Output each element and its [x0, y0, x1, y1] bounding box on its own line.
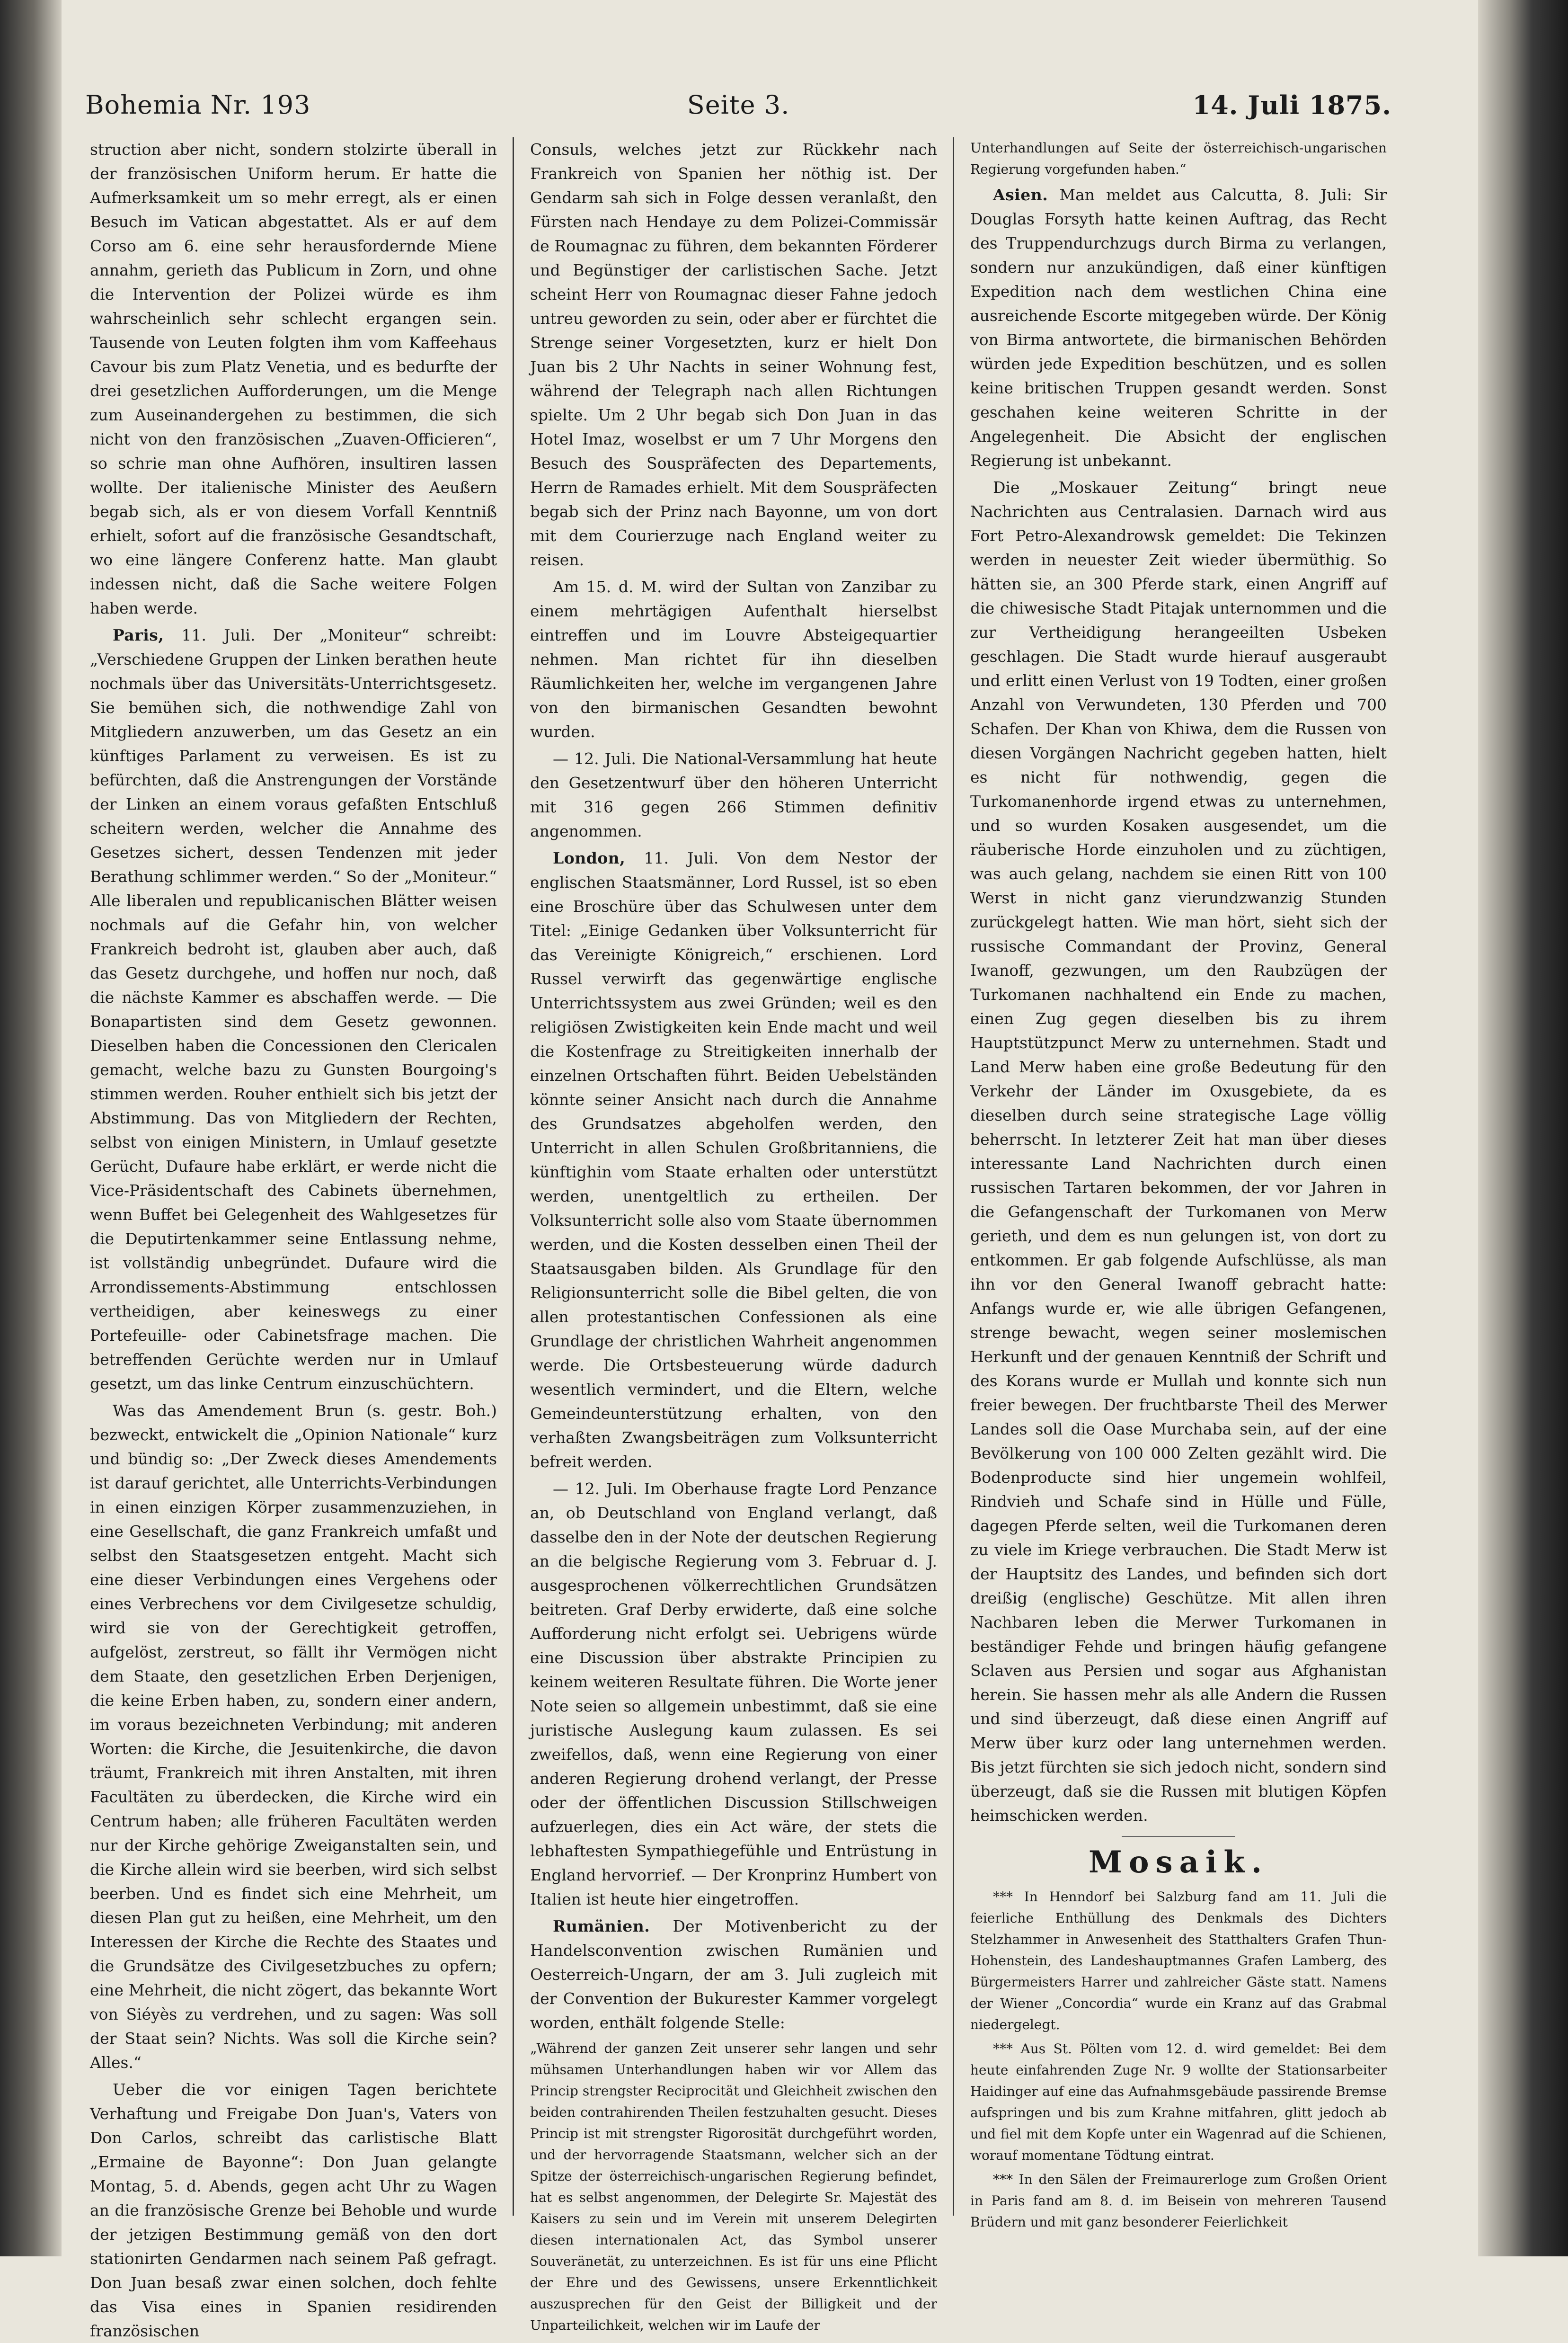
article-paragraph: struction aber nicht, sondern stolzirte überall in der französischen Uniform herum. Er hatte die Aufmerksamkeit um so mehr erregt, als er einen Besuch im Vatican abgestattet. Als er auf dem Corso am 6. eine sehr herausfordernde Miene annahm, gerieth das Publicum in Zorn, und ohne die Intervention der Polizei würde es ihm wahrscheinlich sehr schlecht ergangen sein. Tausende von Leuten folgten ihm vom Kaffeehaus Cavour bis zum Platz Venetia, und es bedurfte der drei gesetzlichen Aufforderungen, um die Menge zum Auseinandergehen zu bestimmen, die sich nicht von den französischen „Zuaven-Officieren“, so schrie man ohne Aufhören, insultiren lassen wollte. Der italienische Minister des Aeußern begab sich, als er von diesem Vorfall Kenntniß erhielt, sofort auf die französische Gesandtschaft, wo eine längere Conferenz hatte. Man glaubt indessen nicht, daß die Sache weitere Folgen haben werde. [90, 140, 497, 617]
article-quote: „Während der ganzen Zeit unserer sehr langen und sehr mühsamen Unterhandlungen haben wir vor Allem das Princip strengster Reciprocität und Gleichheit zwischen den beiden contrahirenden Theilen festzuhalten gesucht. Dieses Princip ist mit strengster Rigorosität durchgeführt worden, und der hervorragende Staatsmann, welcher sich an der Spitze der österreichisch-ungarischen Regierung befindet, hat es selbst angenommen, der Delegirte Sr. Majestät des Kaisers zu sein und im Verein mit unserem Delegirten diesen internationalen Act, das Symbol unserer Souveränetät, zu unterzeichnen. Es ist für uns eine Pflicht der Ehre und des Gewissens, unsere Erkenntlichkeit auszusprechen für den Geist der Billigkeit und der Unparteilichkeit, welchen wir im Laufe der [530, 2040, 937, 2333]
article-paragraph: — 12. Juli. Die National-Versammlung hat heute den Gesetzentwurf über den höheren Unterricht mit 316 gegen 266 Stimmen definitiv angenommen. [530, 749, 937, 840]
article-paragraph [530, 846, 937, 1474]
article-paragraph [970, 183, 1387, 472]
dateline-rumaenien: Rumänien. [553, 1917, 650, 1935]
column-2 [530, 137, 937, 2333]
article-paragraph: Was das Amendement Brun (s. gestr. Boh.) bezweckt, entwickelt die „Opinion Nationale“ kurz und bündig so: „Der Zweck dieses Amendements ist darauf gerichtet, alle Unterrichts-Verbindungen in einen einzigen Körper zusammenzuziehen, in eine Gesellschaft, die ganz Frankreich umfaßt und selbst den Staatsgesetzen entgeht. Macht sich eine dieser Verbindungen eines Vergehens oder eines Verbrechens vor dem Civilgesetze schuldig, wird sie von der Gerechtigkeit getroffen, aufgelöst, zerstreut, so fällt ihr Vermögen nicht dem Staate, den gesetzlichen Erben Derjenigen, die keine Erben haben, zu, sondern einer andern, im voraus bezeichneten Verbindung; mit anderen Worten: die Kirche, die Jesuitenkirche, die davon träumt, Frankreich mit ihren Anstalten, mit ihren Facultäten zu überdecken, die Kirche wird ein Centrum haben; alle früheren Facultäten werden nur der Kirche gehörige Zweiganstalten sein, und die Kirche allein wird sie beerben, wird sich selbst beerben. Und es findet sich eine Mehrheit, um diesen Plan gut zu heißen, eine Mehrheit, um den Interessen der Kirche die Rechte des Staates und die Grundsätze des Civilgesetzbuches zu opfern; eine Mehrheit, die nicht zögert, das bekannte Wort von Siéyès zu verdrehen, und zu sagen: Was soll der Staat sein? Nichts. Was soll die Kirche sein? Alles.“ [90, 1401, 497, 2072]
issue-date: 14. Juli 1875. [1192, 90, 1391, 120]
scan-shadow-left [0, 0, 62, 2256]
article-paragraph: Consuls, welches jetzt zur Rückkehr nach Frankreich von Spanien her nöthig ist. Der Gendarm sah sich in Folge dessen veranlaßt, den Fürsten nach Hendaye zu dem Polizei-Commissär de Roumagnac zu führen, dem bekannten Förderer und Begünstiger der carlistischen Sache. Jetzt scheint Herr von Roumagnac dieser Fahne jedoch untreu geworden zu sein, oder aber er fürchtet die Strenge seiner Vorgesetzten, kurz er hielt Don Juan bis 2 Uhr Nachts in seiner Wohnung fest, während der Telegraph nach allen Richtungen spielte. Um 2 Uhr begab sich Don Juan in das Hotel Imaz, woselbst er um 7 Uhr Morgens den Besuch des Souspräfecten des Departements, Herrn de Ramades erhielt. Mit dem Souspräfecten begab sich der Prinz nach Bayonne, um von dort mit dem Courierzuge nach England weiter zu reisen. [530, 140, 937, 569]
article-paragraph: — 12. Juli. Im Oberhause fragte Lord Penzance an, ob Deutschland von England verlangt, daß dasselbe den in der Note der deutschen Regierung an die belgische Regierung vom 3. Februar d. J. ausgesprochenen völkerrechtlichen Grundsätzen beitreten. Graf Derby erwiderte, daß eine solche Aufforderung nicht erfolgt sei. Uebrigens würde eine Discussion über abstrakte Principien zu keinem weiteren Resultate führen. Die Worte jener Note seien so allgemein unbestimmt, daß sie eine juristische Auslegung kaum zulassen. Es sei zweifellos, daß, wenn eine Regierung von einer anderen Regierung drohend verlangt, der Presse oder der öffentlichen Discussion Stillschweigen aufzuerlegen, dies ein Act wäre, der stets die lebhaftesten Sympathiegefühle und Entrüstung in England hervorrief. — Der Kronprinz Humbert von Italien ist heute hier eingetroffen. [530, 1479, 937, 1908]
page-header [85, 80, 1391, 133]
article-paragraph [90, 623, 497, 1396]
article-paragraph: Die „Moskauer Zeitung“ bringt neue Nachrichten aus Centralasien. Darnach wird aus Fort Petro-Alexandrowsk gemeldet: Die Tekinzen werden in neuester Zeit wieder übermüthig. So hätten sie, an 300 Pferde stark, einen Angriff auf die chiwesische Stadt Pitajak unternommen und die zur Vertheidigung herangeeilten Usbeken geschlagen. Die Stadt wurde hierauf ausgeraubt und erlitt einen Verlust von 19 Todten, einer großen Anzahl von Verwundeten, 130 Pferden und 700 Schafen. Der Khan von Khiwa, dem die Russen von diesen Vorgängen Nachricht gegeben hatten, hielt es nicht für nothwendig, gegen die Turkomanenhorde irgend etwas zu unternehmen, und so wurden Kosaken ausgesendet, um die räuberische Horde einzuholen und zu züchtigen, was auch gelang, nachdem sie einen Ritt von 100 Werst in nicht ganz vierundzwanzig Stunden zurückgelegt hatten. Wie man hört, sieht sich der russische Commandant der Provinz, General Iwanoff, gezwungen, um den Raubzügen der Turkomanen nachhaltend ein Ende zu machen, einen Zug gegen dieselben bis zu ihrem Hauptstützpunct Merw zu unternehmen. Stadt und Land Merw haben eine große Bedeutung für den Verkehr der Länder im Oxusgebiete, da es dieselben durch seine strategische Lage völlig beherrscht. In letzterer Zeit hat man über dieses interessante Land Nachrichten durch einen russischen Tartaren bekommen, der vor Jahren in die Gefangenschaft der Turkomanen von Merw gerieth, und dem es nun gelungen ist, von dort zu entkommen. Er gab folgende Aufschlüsse, als man ihn vor den General Iwanoff gebracht hatte: Anfangs wurde er, wie alle übrigen Gefangenen, strenge bewacht, wegen seiner moslemischen Herkunft und der genauen Kenntniß der Schrift und des Korans wurde er Mullah und konnte sich nun freier bewegen. Der fruchtbarste Theil des Merwer Landes soll die Oase Murchaba sein, auf der eine Bevölkerung von 100 000 Zelten gezählt wird. Die Bodenproducte sind hier ungemein wohlfeil, Rindvieh und Schafe sind in Hülle und Fülle, dagegen Pferde selten, weil die Turkomanen deren zu viele im Kriege verbrauchen. Die Stadt Merw ist der Hauptsitz des Landes, und befinden sich dort dreißig (englische) Geschütze. Mit allen ihren Nachbaren leben die Merwer Turkomanen in beständiger Fehde und bringen häufig gefangene Sclaven aus Persien und sogar aus Afghanistan herein. Sie hassen mehr als alle Andern die Russen und sind überzeugt, daß diese einen Angriff auf Merw über kurz oder lang unternehmen werden. Bis jetzt fürchten sie sich jedoch nicht, sondern sind überzeugt, daß sie die Russen mit blutigen Köpfen heimschicken werden. [970, 478, 1387, 1825]
section-divider [1122, 1836, 1235, 1837]
article-quote: Unterhandlungen auf Seite der österreichisch-ungarischen Regierung vorgefunden haben.“ [970, 140, 1387, 177]
mosaik-item: *** In den Sälen der Freimaurerloge zum Großen Orient in Paris fand am 8. d. im Beisein von mehreren Tausend Brüdern und mit ganz besonderer Feierlichkeit [970, 2172, 1387, 2230]
scan-shadow-right [1478, 0, 1568, 2256]
section-title-mosaik: Mosaik. [1089, 1844, 1268, 1880]
column-rule-2 [953, 137, 954, 2216]
article-text: Der Motivenbericht zu der Handelsconvention zwischen Rumänien und Oesterreich-Ungarn, der am 3. Juli zugleich mit der Convention der Bukurester Kammer vorgelegt worden, enthält folgende Stelle: [530, 1917, 937, 2032]
mosaik-item: *** Aus St. Pölten vom 12. d. wird gemeldet: Bei dem heute einfahrenden Zuge Nr. 9 wollte der Stationsarbeiter Haidinger auf eine das Aufnahmsgebäude passirende Bremse aufspringen und bis zum Krahne mitfahren, glitt jedoch ab und fiel mit dem Kopfe unter ein Wagenrad auf die Schienen, worauf momentane Tödtung eintrat. [970, 2041, 1387, 2163]
article-text: Man meldet aus Calcutta, 8. Juli: Sir Douglas Forsyth hatte keinen Auftrag, das Recht des Truppendurchzugs durch Birma zu verlangen, sondern nur anzukündigen, daß einer künftigen Expedition nach dem westlichen China eine ausreichende Escorte mitgegeben würde. Der König von Birma antwortete, die birmanischen Behörden würden jede Expedition beschützen, und es sollen keine britischen Truppen gesandt werden. Sonst geschahen keine weiteren Schritte in der Angelegenheit. Die Absicht der englischen Regierung ist unbekannt. [970, 186, 1387, 470]
dateline-london: London, [553, 849, 626, 867]
dateline-paris: Paris, [113, 626, 164, 644]
article-paragraph [530, 1914, 937, 2035]
mosaik-item: *** In Henndorf bei Salzburg fand am 11. Juli die feierliche Enthüllung des Denkmals des Dichters Stelzhammer in Anwesenheit des Statthalters Grafen Thun-Hohenstein, des Landeshauptmannes Grafen Lamberg, des Bürgermeisters Harrer und zahlreicher Gäste statt. Namens der Wiener „Concordia“ wurde ein Kranz auf das Grabmal niedergelegt. [970, 1889, 1387, 2032]
newspaper-page [85, 71, 1391, 2340]
issue-number: Bohemia Nr. 193 [85, 90, 311, 120]
article-text: 11. Juli. Von dem Nestor der englischen Staatsmänner, Lord Russel, ist so eben eine Broschüre über das Schulwesen unter dem Titel: „Einige Gedanken über Volksunterricht für das Vereinigte Königreich,“ erschienen. Lord Russel verwirft das gegenwärtige englische Unterrichtssystem aus zwei Gründen; weil es den religiösen Zwistigkeiten kein Ende macht und weil die Kostenfrage zu Streitigkeiten innerhalb der einzelnen Ortschaften führt. Beiden Uebelständen könnte seiner Ansicht nach durch die Annahme des Grundsatzes abgeholfen werden, den Unterricht in allen Schulen Großbritanniens, die künftighin vom Staate erhalten oder unterstützt werden, unentgeltlich zu ertheilen. Der Volksunterricht solle also vom Staate übernommen werden, und die Kosten desselben einen Theil der Staatsausgaben bilden. Als Grundlage für den Religionsunterricht solle die Bibel gelten, die von allen protestantischen Confessionen als eine Grundlage der christlichen Wahrheit angenommen werde. Die Ortsbesteuerung würde dadurch wesentlich vermindert, und die Eltern, welche Gemeindeunterstützung erhalten, von den verhaßten Zwangsbeiträgen zum Volksunterricht befreit werden. [530, 849, 937, 1471]
column-1 [90, 137, 497, 2340]
article-paragraph: Ueber die vor einigen Tagen berichtete Verhaftung und Freigabe Don Juan's, Vaters von Don Carlos, schreibt das carlistische Blatt „Ermaine de Bayonne“: Don Juan gelangte Montag, 5. d. Abends, gegen acht Uhr zu Wagen an die französische Grenze bei Behoble und wurde der jetzigen Bestimmung gemäß von den dort stationirten Gendarmen nach seinem Paß gefragt. Don Juan besaß zwar einen solchen, doch fehlte das Visa eines in Spanien residirenden französischen [90, 2080, 497, 2340]
article-text: 11. Juli. Der „Moniteur“ schreibt: „Verschiedene Gruppen der Linken berathen heute nochmals über das Universitäts-Unterrichtsgesetz. Sie bemühen sich, die nothwendige Zahl von Mitgliedern anzuwerben, um das Gesetz an ein künftiges Parlament zu verweisen. Es ist zu befürchten, daß die Anstrengungen der Vorstände der Linken an einem voraus gefaßten Entschluß scheitern werden, welcher die Annahme des Gesetzes sichert, dessen Tendenzen mit jeder Berathung schlimmer werden.“ So der „Moniteur.“ Alle liberalen und republicanischen Blätter weisen nochmals auf die Gefahr hin, von welcher Frankreich bedroht ist, glauben aber auch, daß das Gesetz durchgehe, und hoffen nur noch, daß die nächste Kammer es abschaffen werde. — Die Bonapartisten sind dem Gesetz gewonnen. Dieselben haben die Concessionen den Clericalen gemacht, welche bazu zu Gunsten Bourgoing's stimmen werden. Rouher enthielt sich bis jetzt der Abstimmung. Das von Mitgliedern der Rechten, selbst von einigen Ministern, in Umlauf gesetzte Gerücht, Dufaure habe erklärt, er werde nicht die Vice-Präsidentschaft des Cabinets übernehmen, wenn Buffet bei Gelegenheit des Wahlgesetzes für die Deputirtenkammer seine Entlassung nehme, ist vollständig unbegründet. Dufaure wird die Arrondissements-Abstimmung entschlossen vertheidigen, aber keineswegs zu einer Portefeuille- oder Cabinetsfrage machen. Die betreffenden Gerüchte werden nur in Umlauf gesetzt, um das linke Centrum einzuschüchtern. [90, 626, 497, 1393]
article-paragraph: Am 15. d. M. wird der Sultan von Zanzibar zu einem mehrtägigen Aufenthalt hierselbst eintreffen und im Louvre Absteigequartier nehmen. Man richtet für ihn dieselben Räumlichkeiten her, welche im vergangenen Jahre von den birmanischen Gesandten bewohnt wurden. [530, 578, 937, 741]
dateline-asien: Asien. [993, 186, 1048, 204]
column-3 [970, 137, 1387, 2230]
page-number: Seite 3. [687, 90, 790, 120]
column-rule-1 [513, 137, 514, 2216]
